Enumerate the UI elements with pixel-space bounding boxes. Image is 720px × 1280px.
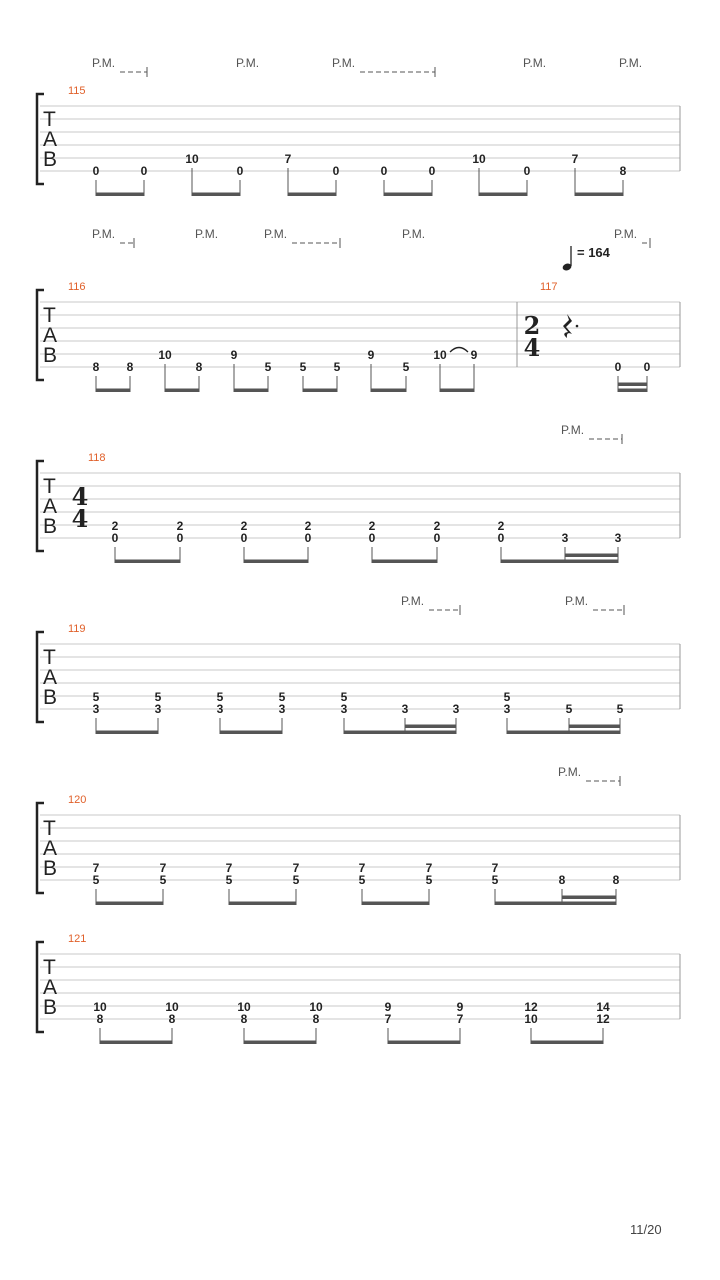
tempo-value: = 164 — [577, 245, 610, 260]
fret-number: 0 — [643, 360, 651, 374]
fret-number: 7 — [225, 861, 233, 875]
beams — [96, 718, 620, 734]
fret-number: 8 — [126, 360, 134, 374]
tab-letter-t: T — [43, 646, 56, 669]
fret-number: 2 — [433, 519, 441, 533]
staff-lines — [40, 302, 680, 367]
tab-letter-b: B — [43, 686, 58, 709]
bar-number: 121 — [68, 933, 87, 945]
fret-number: 7 — [491, 861, 499, 875]
fret-number: 9 — [384, 1000, 392, 1014]
notes — [93, 348, 651, 374]
fret-number: 3 — [503, 702, 511, 716]
palm-mute-extension — [120, 67, 435, 77]
notes — [112, 519, 622, 545]
fret-number: 10 — [158, 348, 172, 362]
fret-number: 9 — [367, 348, 375, 362]
palm-mute-extension — [586, 776, 620, 786]
fret-number: 5 — [92, 873, 100, 887]
fret-number: 10 — [433, 348, 447, 362]
notes — [93, 690, 624, 716]
fret-number: 8 — [96, 1012, 104, 1026]
palm-mute-extension — [429, 605, 624, 615]
fret-number: 5 — [616, 702, 624, 716]
fret-number: 5 — [292, 873, 300, 887]
palm-mute-label: P.M. — [264, 227, 288, 241]
fret-number: 3 — [216, 702, 224, 716]
fret-number: 5 — [264, 360, 272, 374]
fret-number: 5 — [340, 690, 348, 704]
tab-letter-t: T — [43, 108, 56, 131]
bar-number: 119 — [68, 623, 86, 635]
beams — [115, 547, 618, 563]
fret-number: 7 — [358, 861, 366, 875]
fret-number: 0 — [111, 531, 119, 545]
fret-number: 0 — [304, 531, 312, 545]
slur-tie — [450, 348, 468, 353]
fret-number: 10 — [309, 1000, 323, 1014]
fret-number: 2 — [497, 519, 505, 533]
fret-number: 3 — [401, 702, 409, 716]
bar-number: 120 — [68, 794, 87, 806]
system-6 — [37, 933, 680, 1044]
fret-number: 10 — [185, 152, 199, 166]
fret-number: 7 — [571, 152, 579, 166]
time-signature-bottom: 4 — [71, 504, 89, 533]
palm-mute-label: P.M. — [195, 227, 219, 241]
fret-number: 0 — [240, 531, 248, 545]
fret-number: 0 — [140, 164, 148, 178]
system-1 — [37, 56, 680, 196]
staff-lines — [40, 106, 680, 171]
fret-number: 5 — [216, 690, 224, 704]
page-number: 11/20 — [630, 1222, 662, 1237]
fret-number: 9 — [456, 1000, 464, 1014]
tab-letter-a: A — [43, 495, 58, 518]
staff-lines — [40, 473, 680, 538]
fret-number: 5 — [278, 690, 286, 704]
fret-number: 2 — [368, 519, 376, 533]
palm-mute-label: P.M. — [92, 56, 116, 70]
fret-number: 10 — [237, 1000, 251, 1014]
fret-number: 5 — [225, 873, 233, 887]
tab-letter-a: A — [43, 666, 58, 689]
fret-number: 3 — [92, 702, 100, 716]
tab-letter-t: T — [43, 304, 56, 327]
tab-letter-a: A — [43, 128, 58, 151]
fret-number: 3 — [340, 702, 348, 716]
tab-letter-b: B — [43, 344, 58, 367]
fret-number: 3 — [278, 702, 286, 716]
fret-number: 8 — [612, 873, 620, 887]
palm-mute-label: P.M. — [402, 227, 426, 241]
fret-number: 9 — [230, 348, 238, 362]
fret-number: 14 — [596, 1000, 610, 1014]
fret-number: 5 — [92, 690, 100, 704]
fret-number: 2 — [111, 519, 119, 533]
system-5 — [37, 765, 680, 905]
tab-letter-t: T — [43, 956, 56, 979]
fret-number: 10 — [472, 152, 486, 166]
fret-number: 0 — [368, 531, 376, 545]
fret-number: 5 — [425, 873, 433, 887]
fret-number: 8 — [195, 360, 203, 374]
bar-number: 116 — [68, 281, 86, 293]
system-3 — [37, 423, 680, 563]
fret-number: 5 — [154, 690, 162, 704]
tempo-marking — [562, 245, 611, 272]
fret-number: 7 — [92, 861, 100, 875]
notes — [93, 152, 627, 178]
fret-number: 12 — [596, 1012, 610, 1026]
palm-mute-label: P.M. — [523, 56, 547, 70]
fret-number: 7 — [284, 152, 292, 166]
palm-mute-label: P.M. — [236, 56, 260, 70]
bar-number: 117 — [540, 281, 558, 293]
fret-number: 9 — [470, 348, 478, 362]
tab-letter-t: T — [43, 817, 56, 840]
fret-number: 10 — [165, 1000, 179, 1014]
fret-number: 3 — [154, 702, 162, 716]
fret-number: 12 — [524, 1000, 538, 1014]
palm-mute-label: P.M. — [401, 594, 425, 608]
fret-number: 10 — [524, 1012, 538, 1026]
fret-number: 3 — [614, 531, 622, 545]
tab-letter-b: B — [43, 148, 58, 171]
beams — [100, 1028, 603, 1044]
staff-lines — [40, 954, 680, 1019]
fret-number: 7 — [425, 861, 433, 875]
notes — [93, 1000, 610, 1026]
quarter-rest-icon — [563, 314, 578, 338]
fret-number: 0 — [236, 164, 244, 178]
bar-number: 118 — [88, 452, 106, 464]
fret-number: 7 — [159, 861, 167, 875]
palm-mute-label: P.M. — [619, 56, 643, 70]
time-signature-top: 2 — [523, 311, 541, 340]
beams — [96, 889, 616, 905]
bar-number: 115 — [68, 85, 86, 97]
fret-number: 5 — [358, 873, 366, 887]
fret-number: 7 — [456, 1012, 464, 1026]
fret-number: 0 — [614, 360, 622, 374]
fret-number: 0 — [428, 164, 436, 178]
fret-number: 3 — [452, 702, 460, 716]
time-signature-top: 4 — [71, 482, 89, 511]
fret-number: 5 — [159, 873, 167, 887]
fret-number: 8 — [92, 360, 100, 374]
beams — [96, 364, 647, 392]
staff-lines — [40, 644, 680, 709]
fret-number: 0 — [380, 164, 388, 178]
fret-number: 0 — [92, 164, 100, 178]
fret-number: 0 — [497, 531, 505, 545]
fret-number: 8 — [619, 164, 627, 178]
tab-letter-a: A — [43, 976, 58, 999]
fret-number: 2 — [240, 519, 248, 533]
tab-letter-a: A — [43, 837, 58, 860]
tab-letter-a: A — [43, 324, 58, 347]
time-signature-bottom: 4 — [523, 333, 541, 362]
fret-number: 10 — [93, 1000, 107, 1014]
fret-number: 0 — [176, 531, 184, 545]
palm-mute-label: P.M. — [92, 227, 116, 241]
fret-number: 8 — [240, 1012, 248, 1026]
palm-mute-label: P.M. — [558, 765, 582, 779]
notes — [93, 861, 620, 887]
fret-number: 8 — [312, 1012, 320, 1026]
fret-number: 3 — [561, 531, 569, 545]
fret-number: 0 — [332, 164, 340, 178]
palm-mute-label: P.M. — [614, 227, 638, 241]
fret-number: 5 — [491, 873, 499, 887]
palm-mute-label: P.M. — [565, 594, 589, 608]
fret-number: 2 — [304, 519, 312, 533]
beams — [96, 168, 623, 196]
fret-number: 5 — [503, 690, 511, 704]
fret-number: 7 — [292, 861, 300, 875]
tab-letter-b: B — [43, 996, 58, 1019]
palm-mute-label: P.M. — [561, 423, 585, 437]
system-4 — [37, 594, 680, 734]
fret-number: 5 — [565, 702, 573, 716]
tab-letter-t: T — [43, 475, 56, 498]
palm-mute-extension — [589, 434, 622, 444]
fret-number: 8 — [168, 1012, 176, 1026]
fret-number: 8 — [558, 873, 566, 887]
tab-letter-b: B — [43, 857, 58, 880]
palm-mute-label: P.M. — [332, 56, 356, 70]
fret-number: 5 — [333, 360, 341, 374]
fret-number: 7 — [384, 1012, 392, 1026]
fret-number: 0 — [433, 531, 441, 545]
system-2 — [37, 227, 680, 392]
fret-number: 0 — [523, 164, 531, 178]
fret-number: 5 — [402, 360, 410, 374]
fret-number: 5 — [299, 360, 307, 374]
fret-number: 2 — [176, 519, 184, 533]
tab-letter-b: B — [43, 515, 58, 538]
